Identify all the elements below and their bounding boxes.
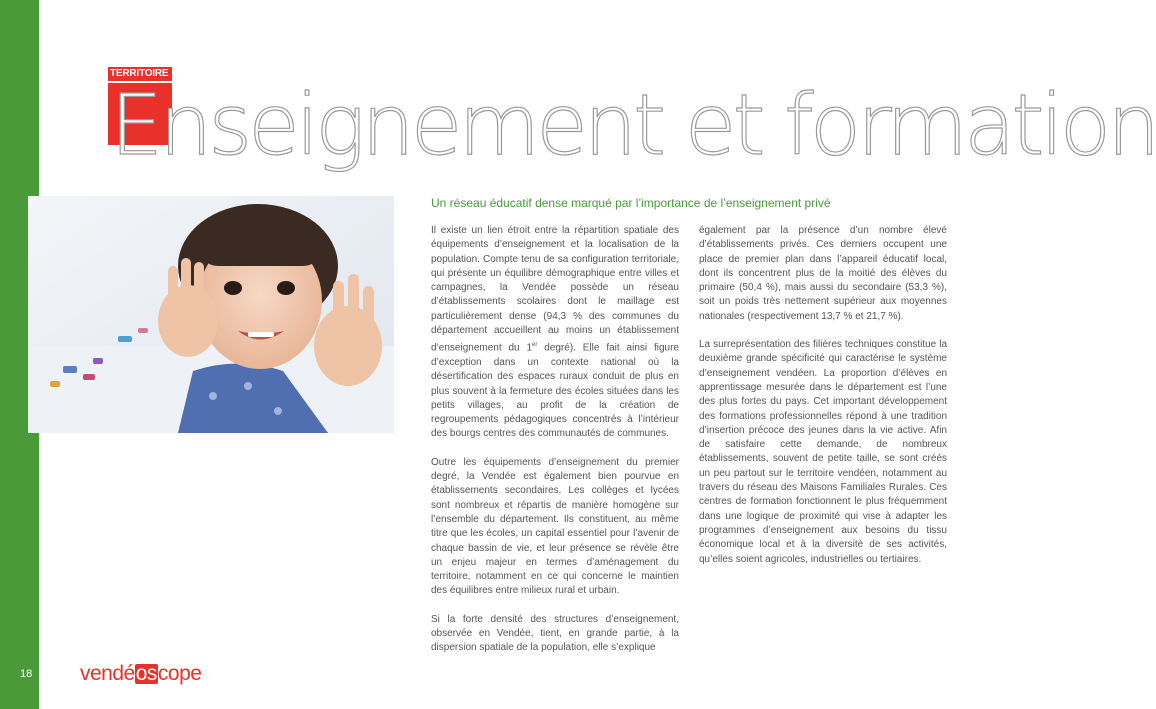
paragraph: Il existe un lien étroit entre la répartition spatiale des équipements d’enseignement et la localisation de la population. Compte tenu de sa configuration territoriale, qui présente un équilibre démographique entre villes et campagnes, la Vendée possède un réseau d’établissements scolaires dont le maillage est particulièrement dense (94,3 % des communes du département accueillent au moins un établissement d’enseignement du 1er degré). Elle fait ainsi figure d’exception dans un contexte national où la désertification des espaces ruraux conduit de plus en plus souvent à la fermeture des écoles situées dans les petits villages, au profit de la création de regroupements pédagogiques concentrés à l’intérieur des bourgs centres des communautés de communes. bbox=[431, 225, 679, 440]
text-column-right bbox=[699, 224, 947, 581]
page-number: 18 bbox=[20, 668, 33, 680]
vendeoscope-logo: vendéoscope bbox=[80, 662, 202, 685]
paragraph: Outre les équipements d’enseignement du premier degré, la Vendée est également bien pourvue en établissements secondaires. Les collèges et lycées sont nombreux et répartis de manière homogène sur l’ensemble du département. Ils constituent, au même titre que les écoles, un capital essentiel pour l’avenir de chaque bassin de vie, et leur présence se révèle être un enjeu majeur en termes d’aménagement du territoire, notamment en ce qui concerne le maintien des équilibres entre milieux rural et urbain. bbox=[431, 456, 679, 597]
page-title: Enseignement et formation bbox=[110, 76, 1156, 174]
text-column-left bbox=[431, 224, 679, 670]
child-showing-hands-photo bbox=[28, 196, 394, 433]
paragraph: La surreprésentation des filières techniques constitue la deuxième grande spécificité qui caractérise le système d’enseignement vendéen. La proportion d’élèves en apprentissage mesurée dans le département est l’une des plus fortes du pays. Cet important développement des formations professionnelles répond à une tradition d’insertion précoce des jeunes dans la vie active. Afin de satisfaire cette demande, de nombreux établissements, souvent de petite taille, se sont créés un peu partout sur le territoire vendéen, notamment au travers du réseau des Maisons Familiales Rurales. Ces centres de formation fonctionnent le plus fréquemment dans une logique de proximité qui vise à adapter les programmes d’enseignement aux besoins du tissu économique local et à la diversité de ses activités, qu’elles soient agricoles, industrielles ou tertiaires. bbox=[699, 339, 947, 565]
section-subtitle: Un réseau éducatif dense marqué par l’importance de l’enseignement privé bbox=[431, 196, 831, 210]
section-tag: TERRITOIRE bbox=[108, 67, 172, 81]
photo-illustration bbox=[28, 196, 394, 433]
paragraph: Si la forte densité des structures d’enseignement, observée en Vendée, tient, en grande partie, à la dispersion spatiale de la population, elle s’explique bbox=[431, 613, 679, 654]
paragraph: également par la présence d’un nombre élevé d’établissements privés. Ces derniers occupent une place de premier plan dans l’appareil éducatif local, dont ils concentrent plus de la moitié des élèves du primaire (50,4 %), mais aussi du secondaire (53,3 %), soit un poids très nettement supérieur aux moyennes nationales (respectivement 13,7 % et 21,7 %). bbox=[699, 225, 947, 322]
